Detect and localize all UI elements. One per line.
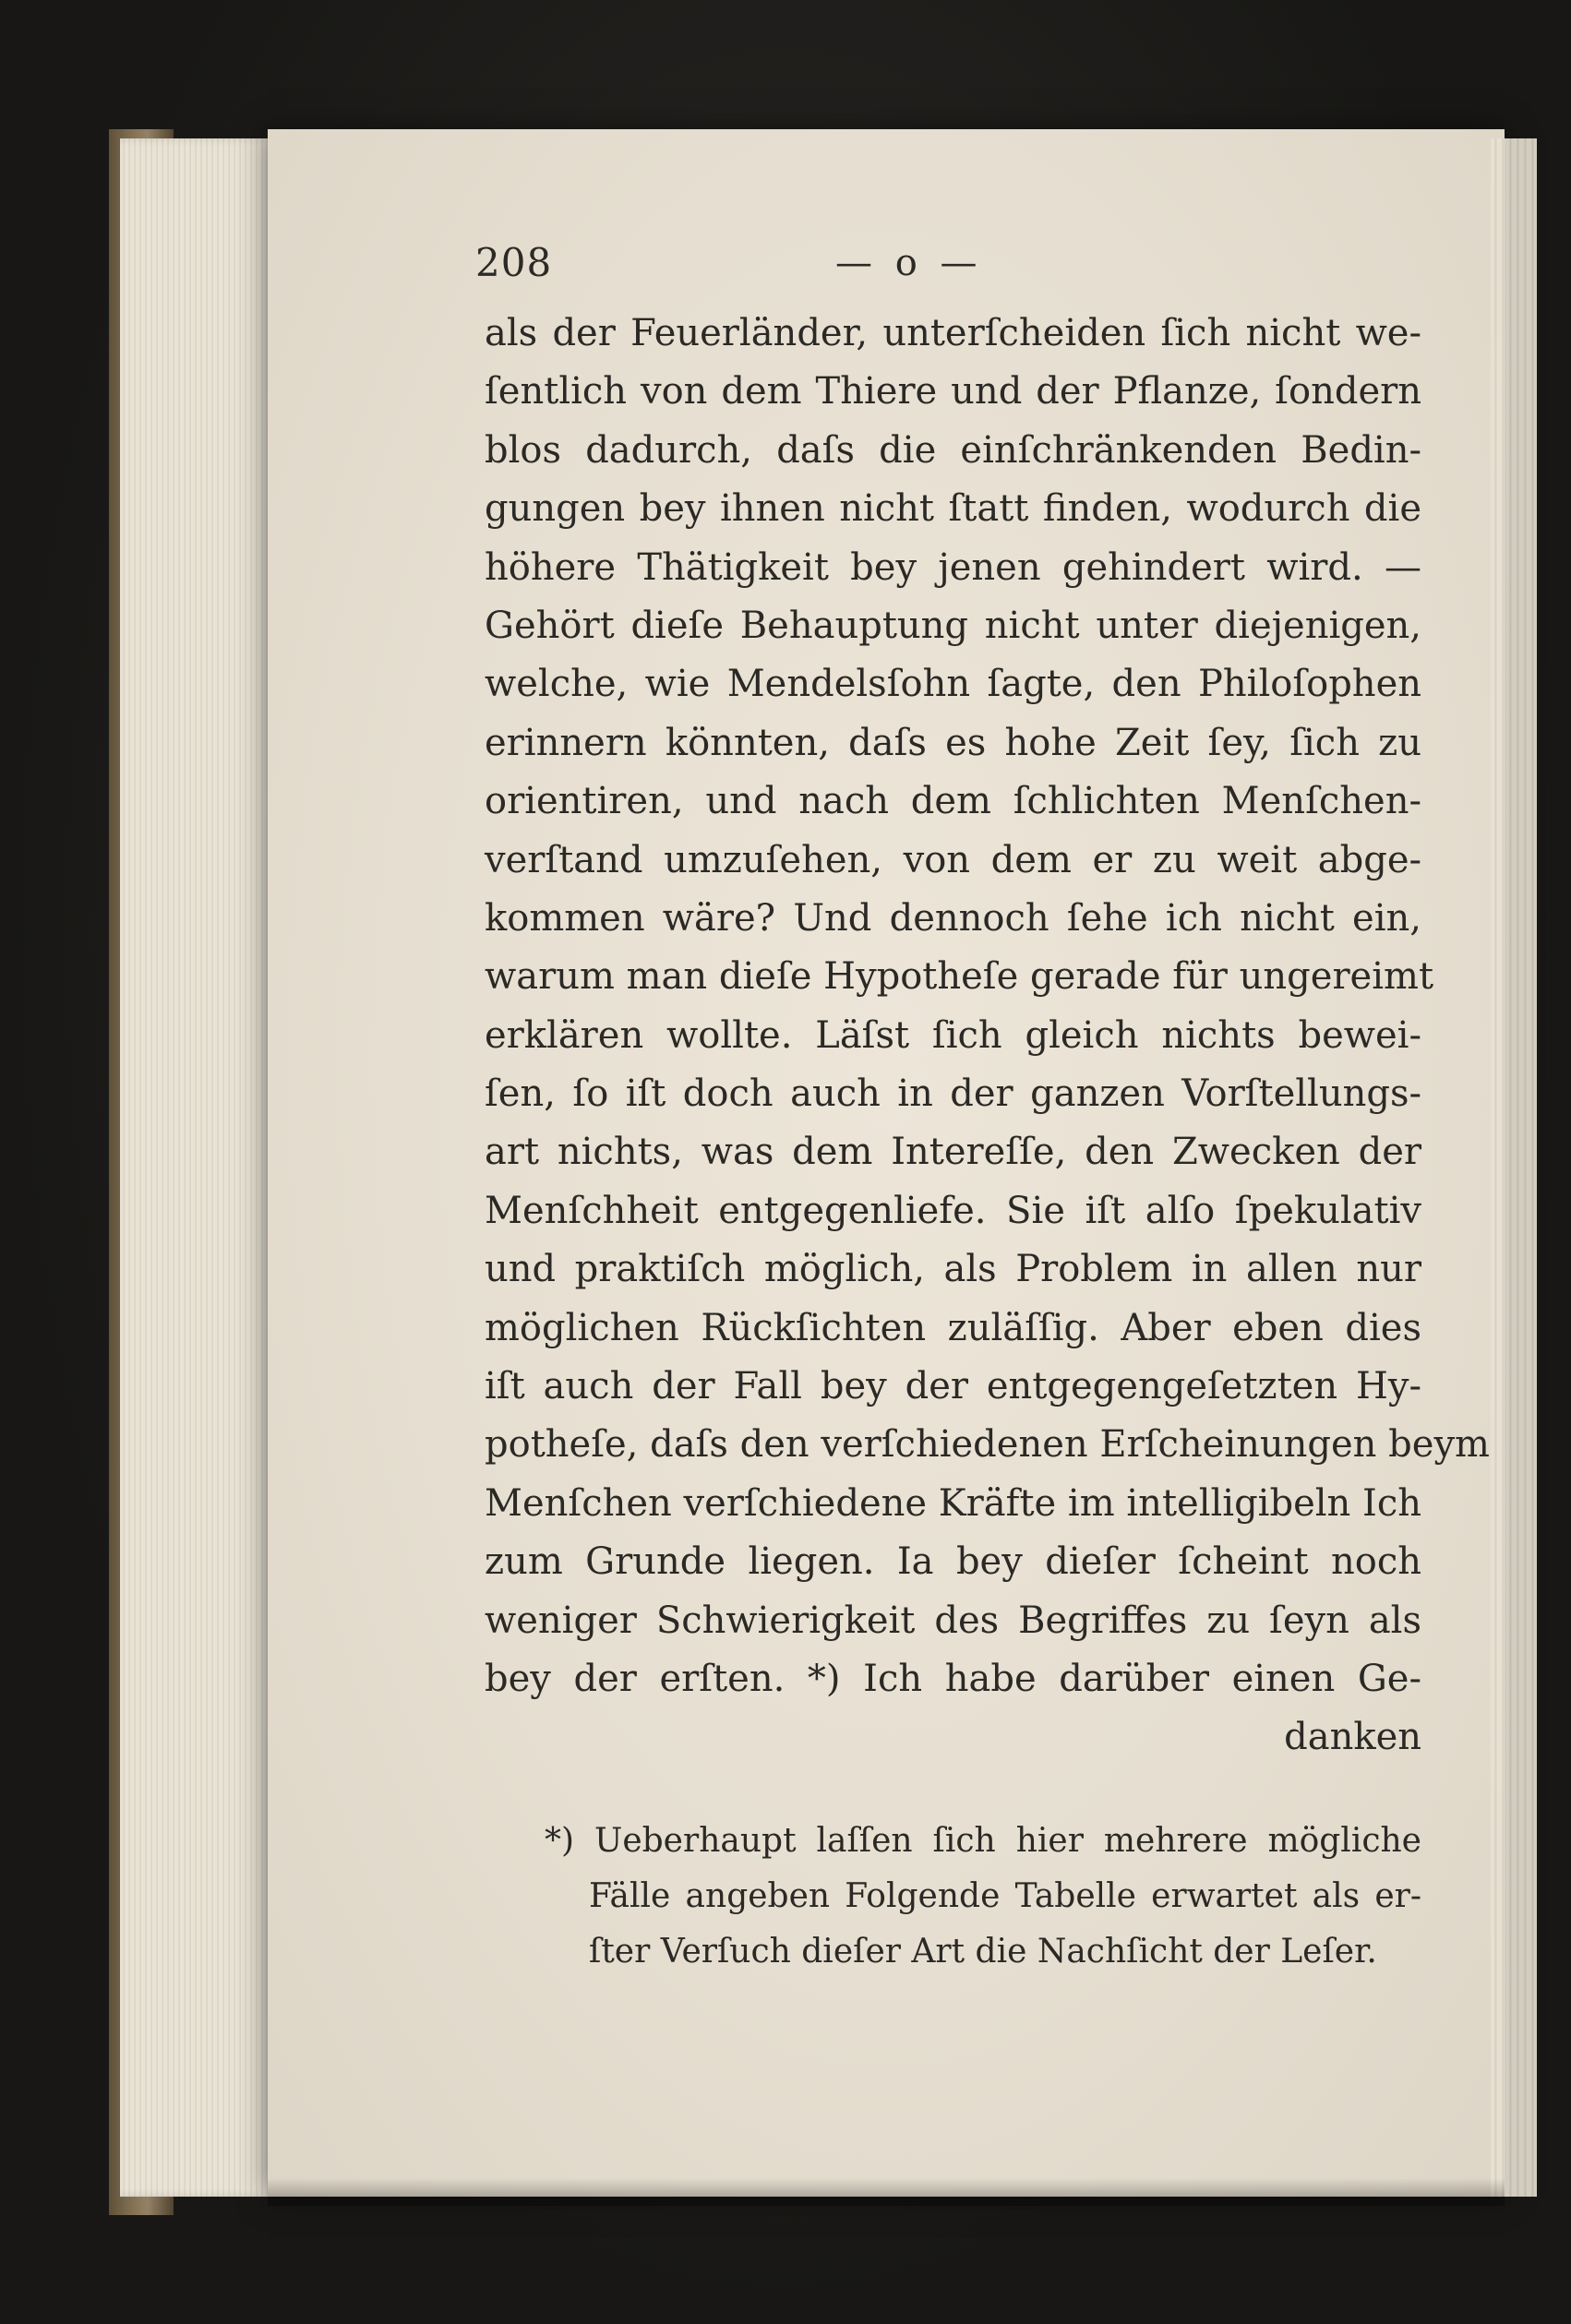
text-line: weniger Schwierigkeit des Begriffes zu ſeyn als	[485, 1599, 1421, 1642]
body-text	[485, 305, 1490, 1767]
footnote-line: *) Ueberhaupt laſſen ſich hier mehrere mögliche	[545, 1822, 1421, 1860]
page-stack-right	[1491, 138, 1537, 2197]
text-line: warum man dieſe Hypotheſe gerade für ungereimt	[485, 955, 1434, 999]
page-stack-left	[120, 138, 272, 2197]
text-line: ſentlich von dem Thiere und der Pflanze, ſondern	[485, 370, 1421, 413]
text-line: Menſchheit entgegenliefe. Sie iſt alſo ſpekulativ	[485, 1189, 1421, 1232]
page-number: 208	[475, 240, 553, 285]
text-line: als der Feuerländer, unterſcheiden ſich nicht we-	[485, 312, 1421, 354]
text-line: zum Grunde liegen. Ia bey dieſer ſcheint noch	[485, 1540, 1421, 1584]
text-line: welche, wie Mendelsſohn ſagte, den Philoſophen	[485, 663, 1421, 706]
text-line: erklären wollte. Läſst ſich gleich nichts bewei-	[485, 1013, 1421, 1057]
catchword: danken	[1284, 1716, 1421, 1759]
text-line: kommen wäre? Und dennoch ſehe ich nicht ein,	[485, 896, 1421, 940]
text-line: Gehört dieſe Behauptung nicht unter diejenigen,	[485, 604, 1421, 647]
text-line: orientiren, und nach dem ſchlichten Menſchen-	[485, 780, 1421, 823]
text-line: gungen bey ihnen nicht ſtatt finden, wodurch die	[485, 487, 1421, 531]
header-ornament: — o —	[835, 242, 983, 284]
page-shadow	[268, 2178, 1505, 2206]
text-line: und praktiſch möglich, als Problem in allen nur	[485, 1248, 1421, 1291]
footnote-line: Fälle angeben Folgende Tabelle erwartet als er-	[589, 1877, 1421, 1915]
page-header	[475, 235, 1417, 291]
text-line: erinnern könnten, daſs es hohe Zeit ſey, ſich zu	[485, 721, 1421, 764]
text-line: verſtand umzuſehen, von dem er zu weit abge-	[485, 838, 1421, 881]
text-line: höhere Thätigkeit bey jenen gehindert wird. —	[485, 545, 1421, 589]
text-line: bey der erſten. *) Ich habe darüber einen Ge-	[485, 1657, 1421, 1700]
footnote	[545, 1814, 1421, 1980]
text-line: ſen, ſo iſt doch auch in der ganzen Vorſtellungs-	[485, 1072, 1421, 1116]
text-line: Menſchen verſchiedene Kräfte im intelligibeln Ich	[485, 1481, 1421, 1525]
text-line: iſt auch der Fall bey der entgegengeſetzten Hy-	[485, 1365, 1421, 1408]
text-line: möglichen Rückſichten zuläſſig. Aber eben dies	[485, 1306, 1421, 1349]
text-line: art nichts, was dem Intereſſe, den Zwecken der	[485, 1131, 1421, 1174]
text-line: potheſe, daſs den verſchiedenen Erſcheinungen beym	[485, 1423, 1490, 1467]
text-line: blos dadurch, daſs die einſchränkenden Bedin-	[485, 428, 1421, 472]
footnote-line: ſter Verſuch dieſer Art die Nachſicht der Leſer.	[589, 1933, 1377, 1971]
